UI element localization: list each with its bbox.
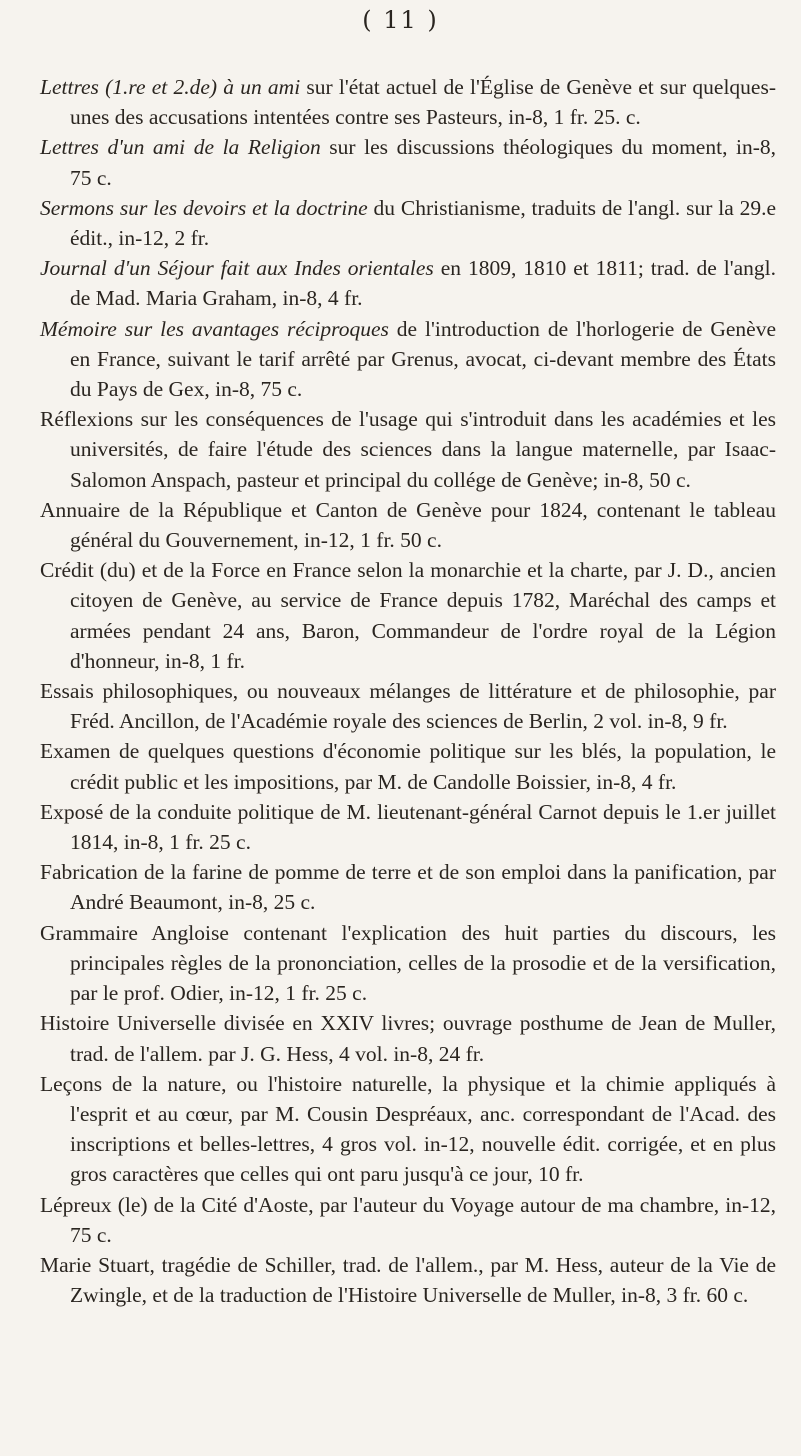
catalogue-entry [40, 495, 776, 555]
catalogue-entry [40, 736, 776, 796]
entry-price: 4 fr. [327, 286, 363, 311]
entry-description: Leçons de la nature, ou l'histoire naturelle, la physique et la chimie appliqués à l'esprit et au cœur, par M. Cousin Despréaux, anc. correspondant de l'Acad. des inscriptions et belles-lettres, 4 gros vol. in-12, nouvelle édit. corrigée, et en plus gros caractères que celles qui ont paru jusqu'à ce jour, [40, 1071, 776, 1187]
catalogue-entry [40, 797, 776, 857]
entry-price: 75 c. [70, 1222, 112, 1247]
entry-title: Lettres (1.re et 2.de) à un ami [40, 75, 301, 99]
entry-description: Exposé de la conduite politique de M. lieutenant-général Carnot depuis le 1.er juillet 1814, in-8, [40, 799, 776, 855]
entry-price: 2 fr. [174, 226, 210, 251]
entry-description: Grammaire Angloise contenant l'explication des huit parties du discours, les principales règles de la prononciation, celles de la prosodie et de la versification, par le prof. Odier, in-12, [40, 920, 776, 1006]
entry-price: 75 c. [70, 165, 112, 190]
entry-title: Mémoire sur les avantages réciproques [40, 316, 389, 341]
entry-description: Marie Stuart, tragédie de Schiller, trad. de l'allem., par M. Hess, auteur de la Vie de Zwingle, et de la traduction de l'Histoire Universelle de Muller, in-8, [40, 1252, 776, 1308]
entry-description: Histoire Universelle divisée en XXIV livres; ouvrage posthume de Jean de Muller, trad. de l'allem. par J. G. Hess, 4 vol. in-8, [40, 1011, 776, 1066]
entry-description: de l'introduction de l'horlogerie de Genève en France, suivant le tarif arrêté par Grenus, avocat, ci-devant membre des États du Pays de Gex, in-8, [70, 316, 776, 402]
entry-description: Annuaire de la République et Canton de Genève pour 1824, contenant le tableau général du Gouvernement, in-12, [40, 497, 776, 553]
entry-description: Réflexions sur les conséquences de l'usage qui s'introduit dans les académies et les universités, de faire l'étude des sciences dans la langue maternelle, par Isaac-Salomon Anspach, pasteur et principal du collége de Genève; in-8, [40, 407, 776, 492]
entry-description: Essais philosophiques, ou nouveaux mélanges de littérature et de philosophie, par Fréd. Ancillon, de l'Académie royale des sciences de Berlin, 2 vol. in-8, [40, 679, 776, 734]
entry-description: du Christianisme, traduits de l'angl. sur la 29.e édit., in-12, [70, 195, 777, 251]
entry-price: 9 fr. [693, 709, 728, 734]
entry-description: sur l'état actuel de l'Église de Genève et sur quelques-unes des accusations intentées contre ses Pasteurs, in-8, [70, 75, 776, 130]
entry-price: 1 fr. 50 c. [360, 528, 442, 553]
catalogue-entry [40, 72, 776, 132]
catalogue-entry [40, 1250, 776, 1310]
entry-price: 10 fr. [538, 1162, 584, 1187]
entry-price: 1 fr. 25. c. [553, 105, 641, 130]
entry-title: Sermons sur les devoirs et la doctrine [40, 195, 368, 220]
entry-price: 1 fr. 25 c. [285, 981, 368, 1006]
entry-description: Examen de quelques questions d'économie politique sur les blés, la population, le crédit public et les impositions, par M. de Candolle Boissier, in-8, [40, 739, 776, 794]
catalogue-entry [40, 676, 776, 736]
entry-price: 3 fr. 60 c. [666, 1283, 749, 1308]
entry-description: Crédit (du) et de la Force en France selon la monarchie et la charte, par J. D., ancien citoyen de Genève, au service de France depuis 1782, Maréchal des camps et armées pendant 24 ans, Baron, Commandeur de l'ordre royal de la Légion d'honneur, in-8, [40, 558, 776, 673]
catalogue-entry [40, 132, 776, 192]
catalogue-entry [40, 314, 776, 405]
catalogue-entry [40, 857, 776, 917]
entry-description: Lépreux (le) de la Cité d'Aoste, par l'auteur du Voyage autour de ma chambre, in-12, [40, 1192, 776, 1217]
entry-price: 1 fr. 25 c. [169, 830, 251, 855]
catalogue-entry [40, 1069, 776, 1190]
entry-price: 4 fr. [641, 769, 677, 794]
entry-title: Lettres d'un ami de la Religion [40, 135, 321, 160]
catalogue-entry [40, 555, 776, 676]
catalogue-entry [40, 193, 776, 253]
catalogue-entry [40, 1190, 776, 1250]
catalogue-entry [40, 404, 776, 495]
entry-price: 50 c. [649, 467, 691, 492]
entry-description: sur les discussions théologiques du moment, in-8, [329, 135, 777, 160]
catalogue-entry [40, 1008, 776, 1068]
entry-description: en 1809, 1810 et 1811; trad. de l'angl. de Mad. Maria Graham, in-8, [70, 256, 777, 311]
entry-title: Journal d'un Séjour fait aux Indes orientales [40, 256, 434, 281]
entry-price: 24 fr. [438, 1041, 485, 1066]
catalogue-list [40, 72, 776, 1310]
entry-description: Fabrication de la farine de pomme de terre et de son emploi dans la panification, par André Beaumont, in-8, [40, 860, 776, 915]
entry-price: 1 fr. [210, 648, 245, 673]
page-number: ( 11 ) [362, 6, 439, 34]
catalogue-entry [40, 918, 776, 1009]
entry-price: 25 c. [273, 890, 316, 915]
entry-price: 75 c. [260, 377, 303, 402]
catalogue-entry [40, 253, 776, 313]
